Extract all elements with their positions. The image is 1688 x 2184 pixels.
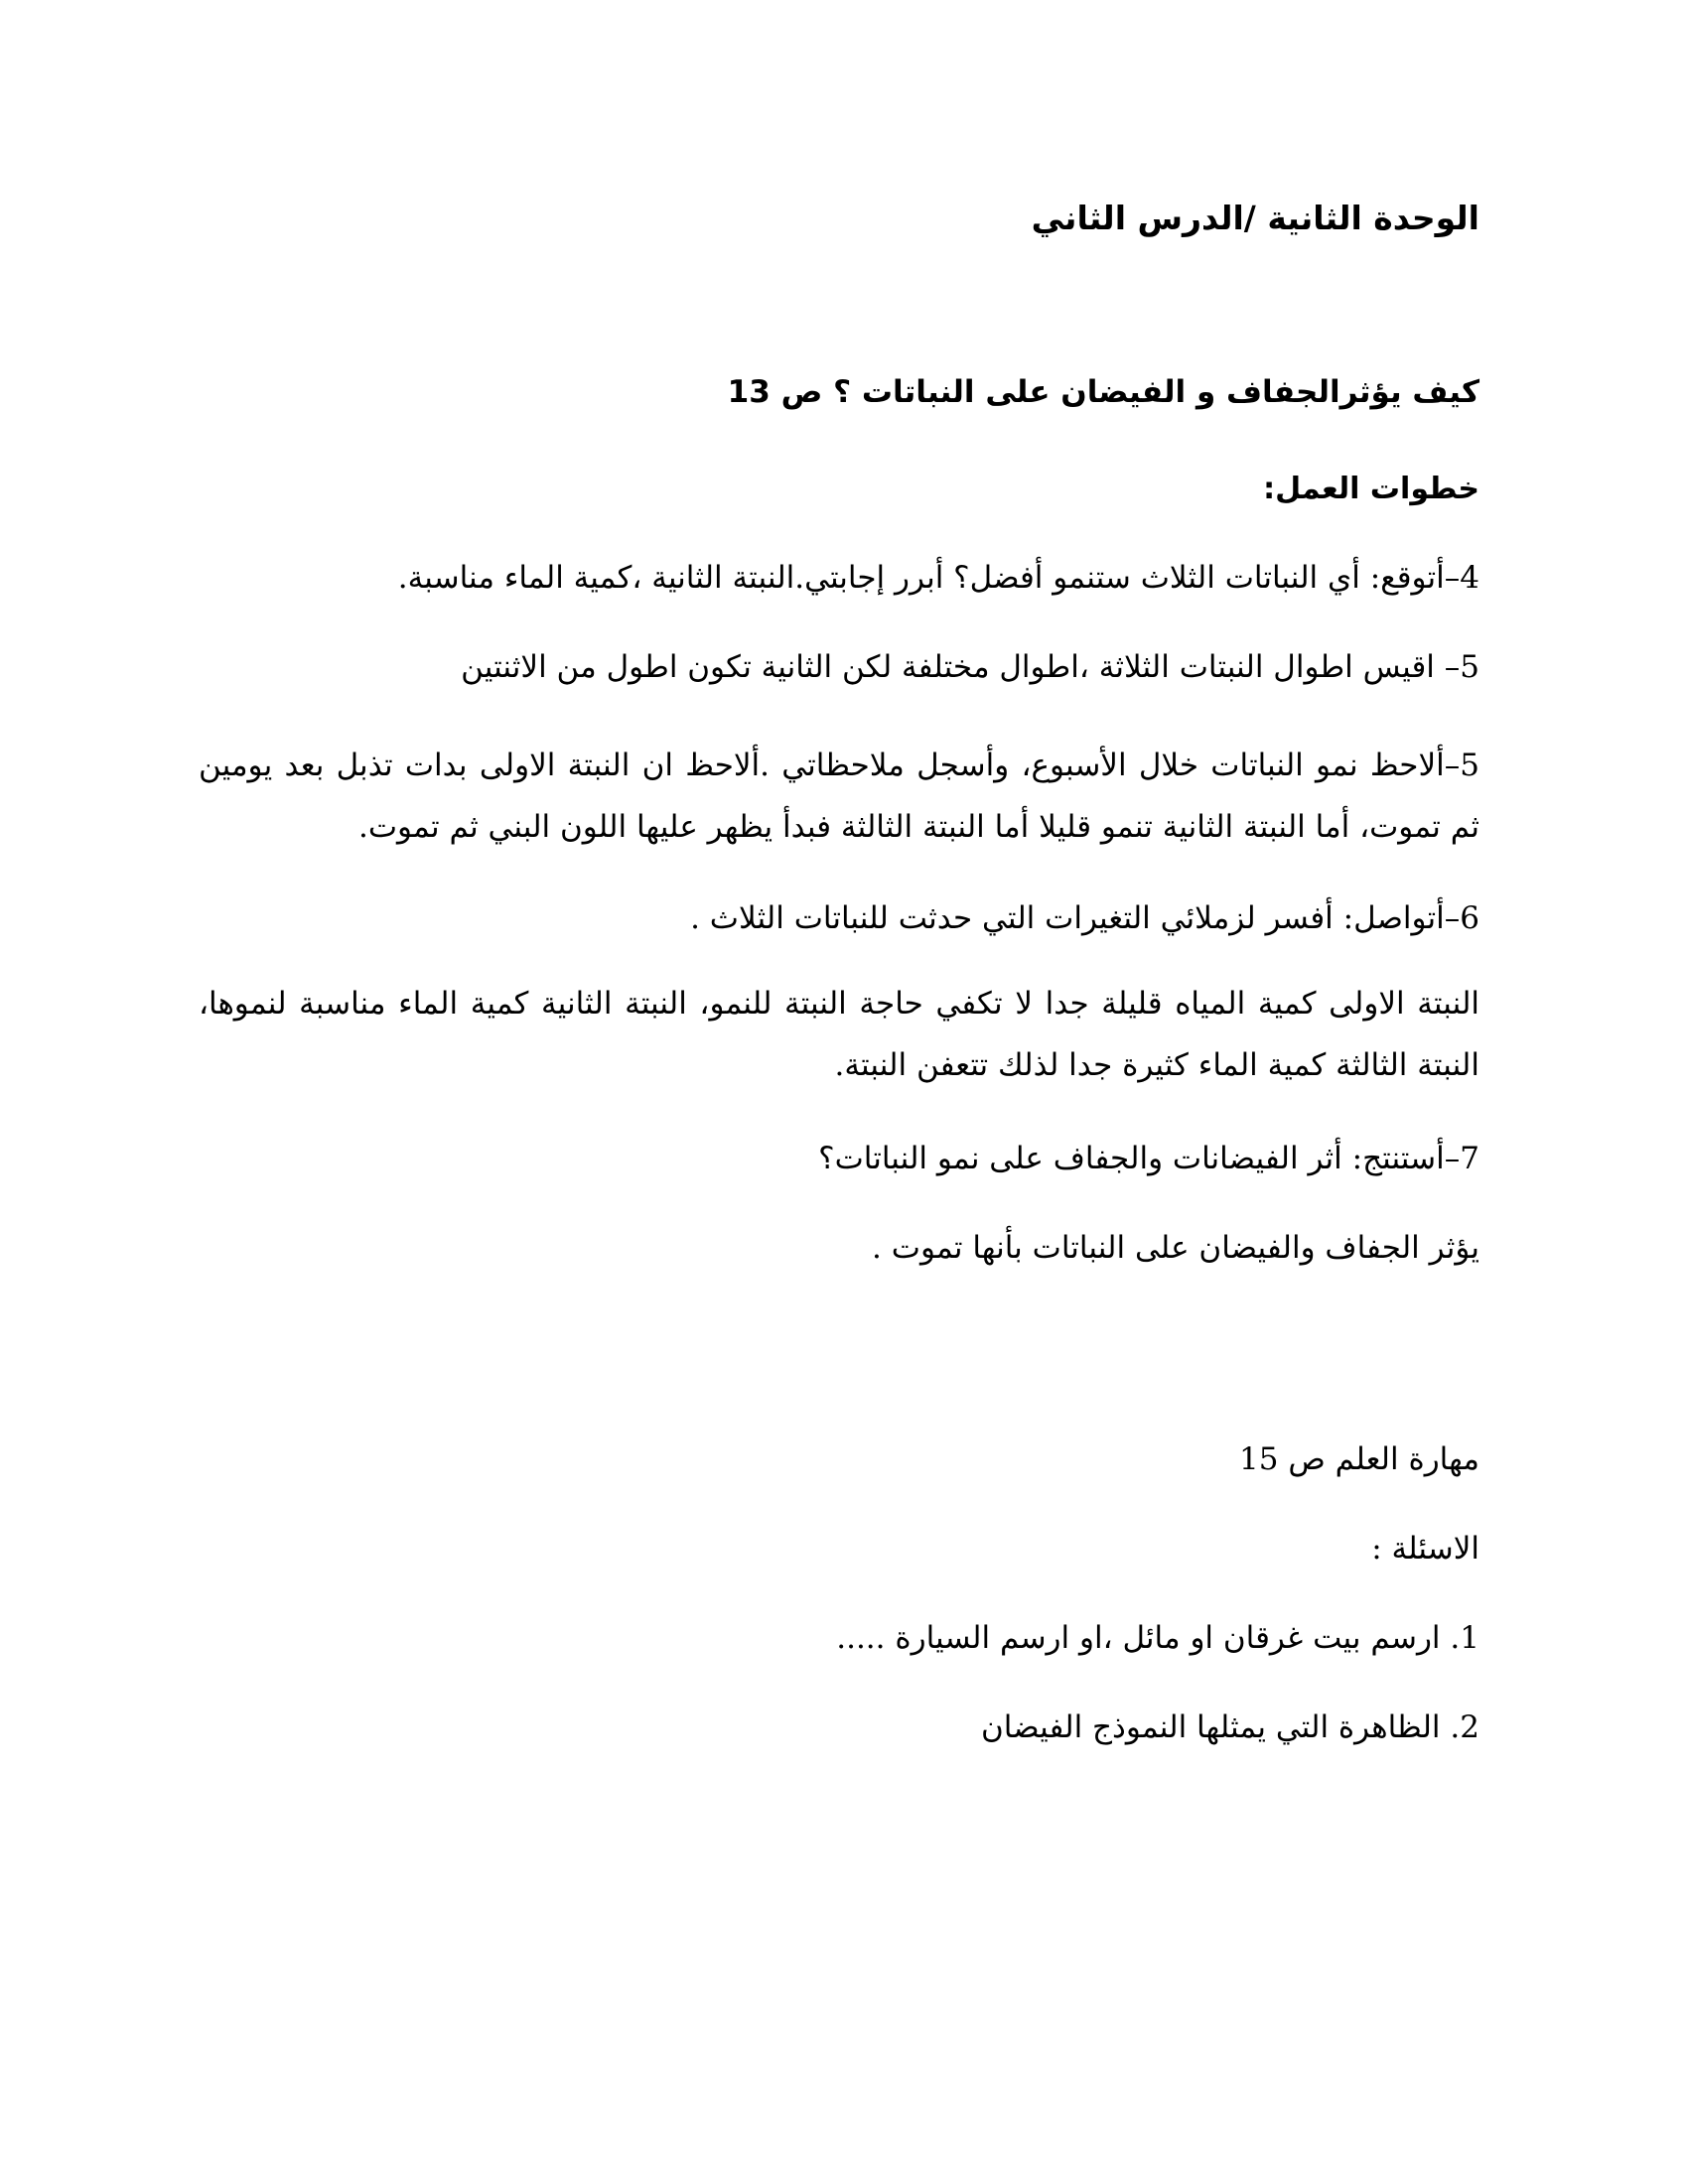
question-2: 2. الظاهرة التي يمثلها النموذج الفيضان: [981, 1709, 1479, 1745]
answer-communicate: النبتة الاولى كمية المياه قليلة جدا لا تكفي حاجة النبتة للنمو، النبتة الثانية كمية الماء مناسبة لنموها، النبتة الثالثة كمية الماء كثيرة جدا لذلك تتعفن النبتة.: [199, 986, 1479, 1083]
unit-title: الوحدة الثانية /الدرس الثاني: [1031, 199, 1479, 237]
question-title: كيف يؤثرالجفاف و الفيضان على النباتات ؟ ص 13: [727, 374, 1479, 410]
step-communicate: 6–أتواصل: أفسر لزملائي التغيرات التي حدثت للنباتات الثلاث .: [690, 900, 1479, 936]
steps-heading: خطوات العمل:: [1263, 472, 1479, 506]
step-observe: 5–ألاحظ نمو النباتات خلال الأسبوع، وأسجل ملاحظاتي .ألاحظ ان النبتة الاولى بدات تذبل بعد يومين ثم تموت، أما النبتة الثانية تنمو قليلا أما النبتة الثالثة فبدأ يظهر عليها اللون البني ثم تموت.: [199, 748, 1479, 845]
skill-title: مهارة العلم ص 15: [1239, 1441, 1479, 1477]
questions-heading: الاسئلة :: [1371, 1531, 1479, 1567]
step-measure: 5– اقيس اطوال النبتات الثلاثة ،اطوال مختلفة لكن الثانية تكون اطول من الاثنتين: [461, 649, 1479, 685]
step-predict: 4–أتوقع: أي النباتات الثلاث ستنمو أفضل؟ أبرر إجابتي.النبتة الثانية ،كمية الماء مناسبة.: [397, 560, 1479, 596]
answer-conclude: يؤثر الجفاف والفيضان على النباتات بأنها تموت .: [872, 1230, 1479, 1266]
question-1: 1. ارسم بيت غرقان او مائل ،او ارسم السيارة .....: [836, 1620, 1479, 1656]
step-conclude: 7–أستنتج: أثر الفيضانات والجفاف على نمو النباتات؟: [818, 1141, 1479, 1176]
